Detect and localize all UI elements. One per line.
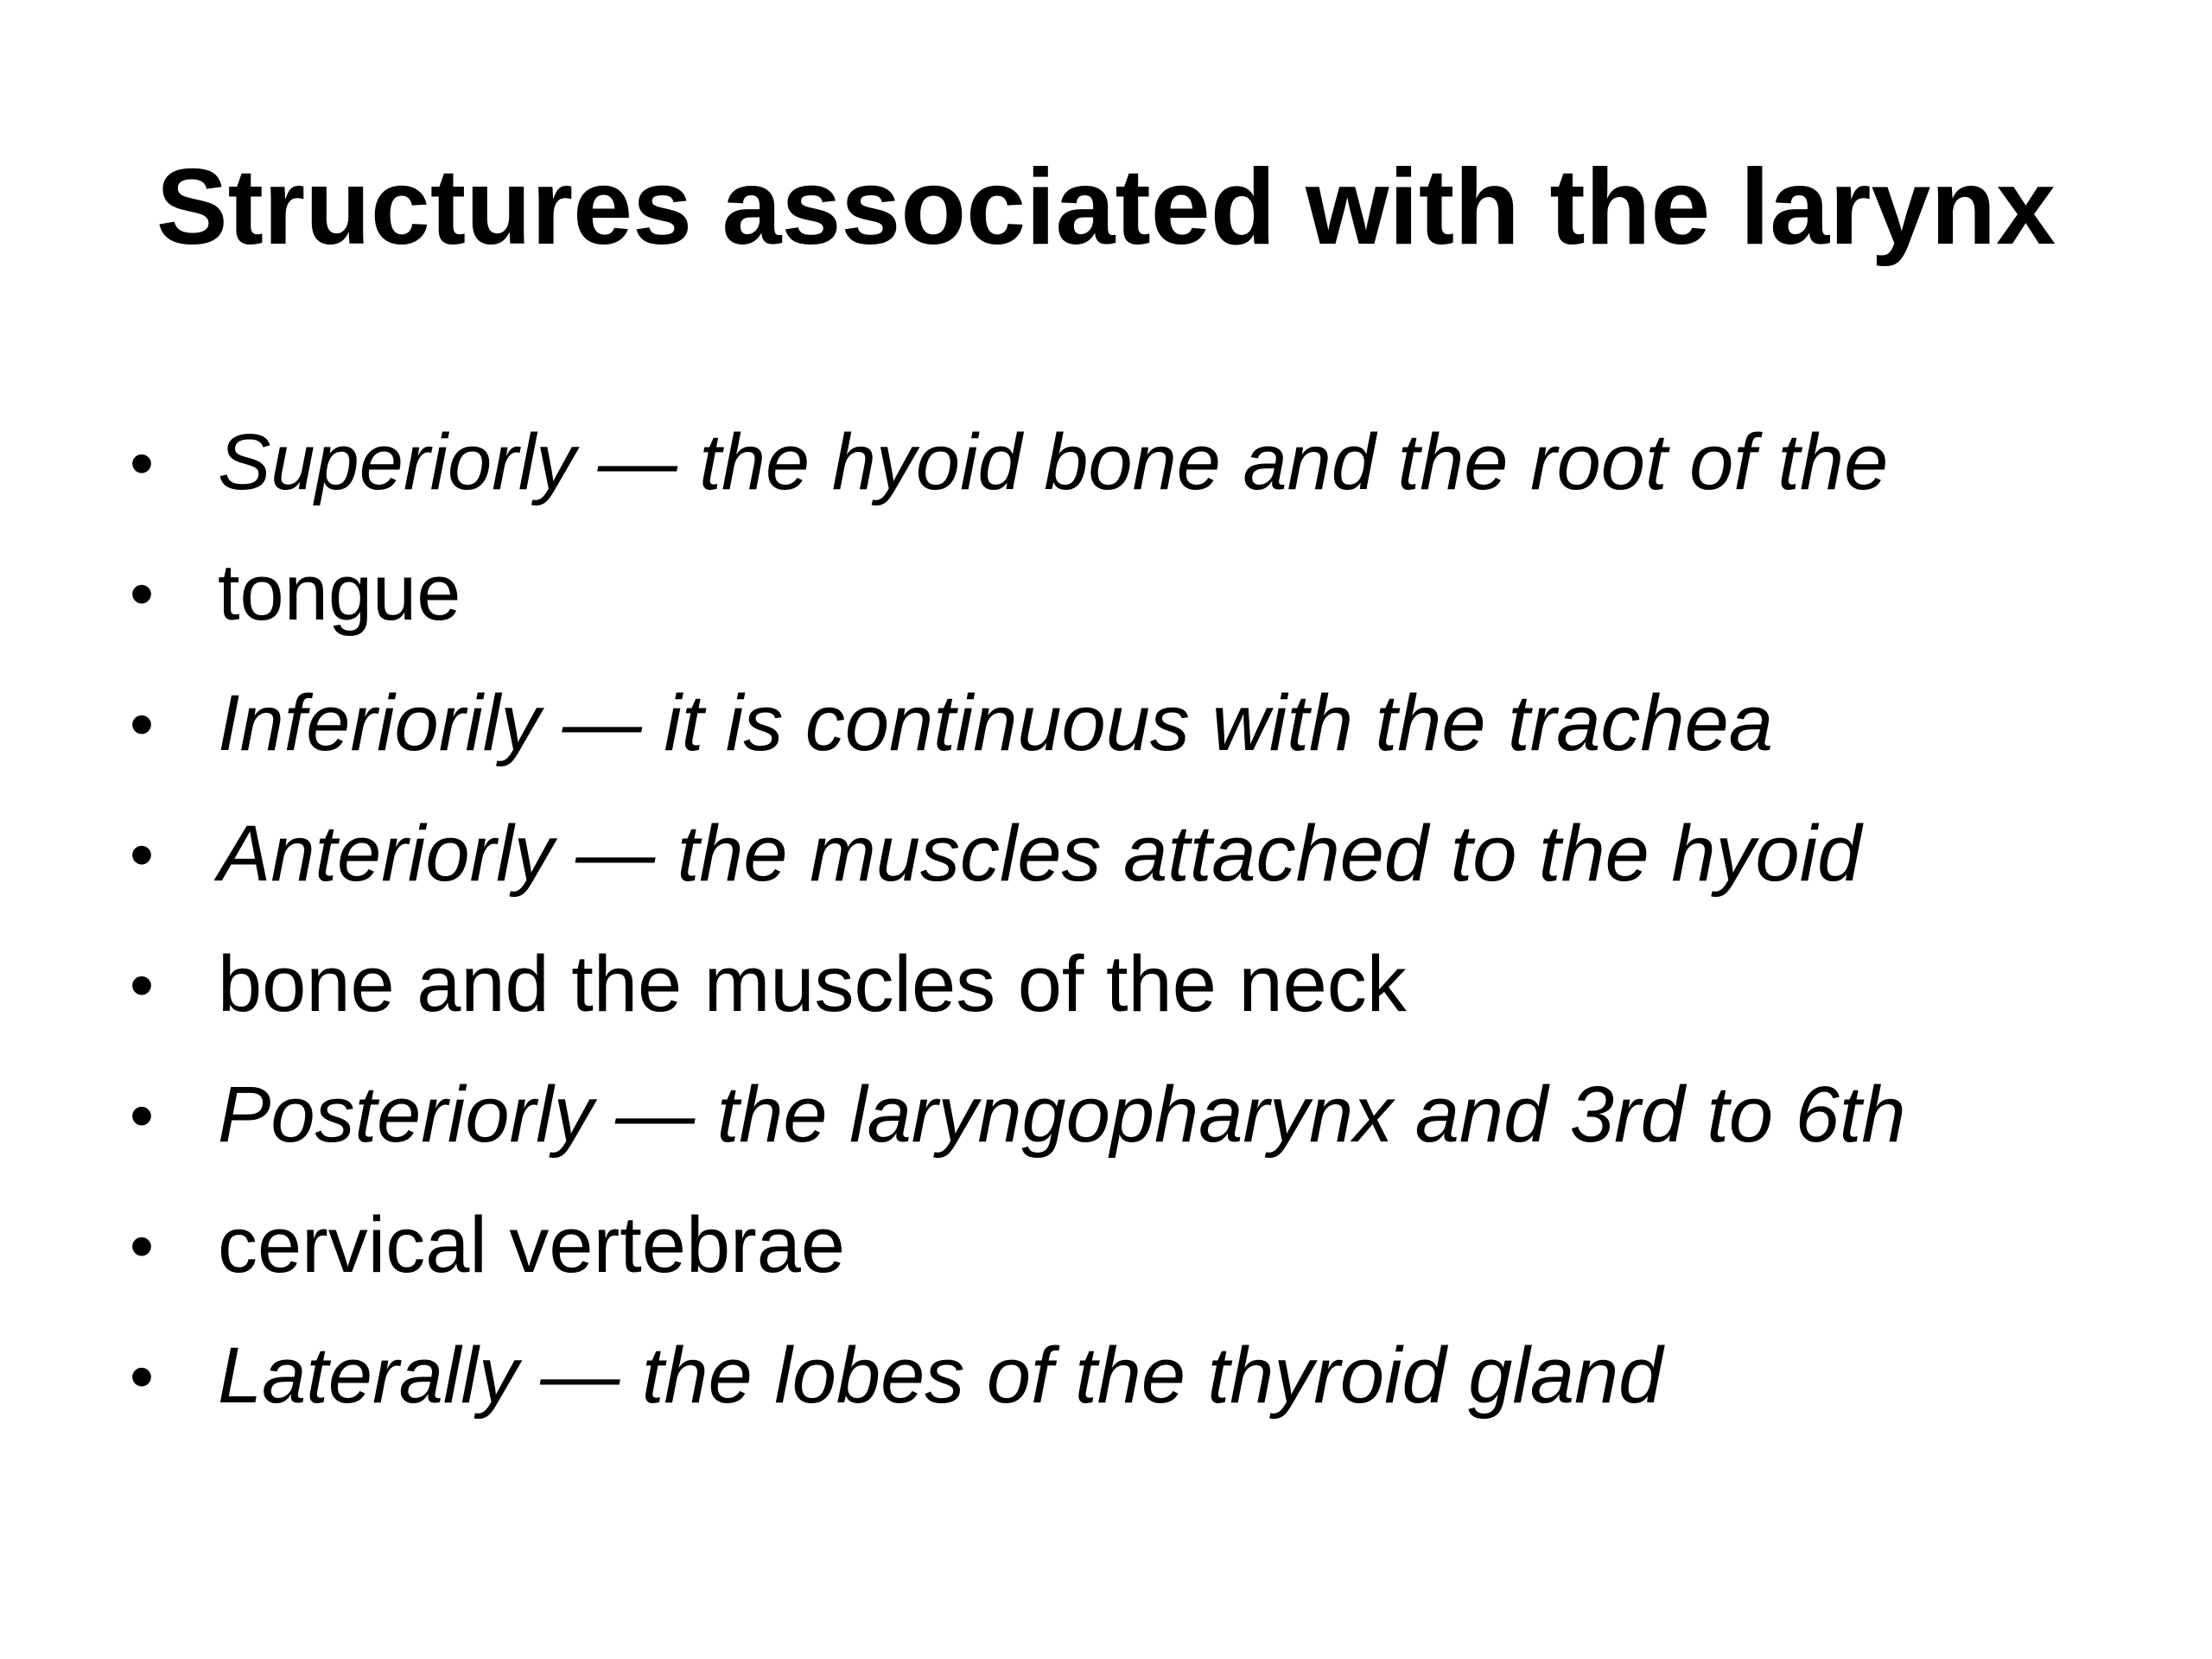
bullet-item	[130, 1311, 2117, 1441]
bullet-text: Posteriorly — the laryngopharynx and 3rd to 6th	[218, 1071, 1906, 1159]
bullet-marker: •	[130, 1338, 155, 1414]
bullet-item	[130, 397, 2117, 528]
bullet-text: Inferiorily — it is continuous with the trachea	[218, 679, 1773, 767]
bullet-item	[130, 528, 2117, 658]
bullet-text: cervical vertebrae	[218, 1201, 846, 1289]
bullet-item	[130, 658, 2117, 789]
bullet-item	[130, 1180, 2117, 1311]
bullet-text: Laterally — the lobes of the thyroid gland	[218, 1332, 1663, 1420]
bullet-item	[130, 789, 2117, 919]
bullet-marker: •	[130, 555, 155, 632]
bullet-marker: •	[130, 424, 155, 501]
bullet-marker: •	[130, 946, 155, 1023]
bullet-marker: •	[130, 1207, 155, 1284]
bullet-marker: •	[130, 685, 155, 762]
bullet-text: tongue	[218, 549, 461, 637]
bullet-text: Superiorly — the hyoid bone and the root of the	[218, 418, 1889, 506]
bullet-marker: •	[130, 1077, 155, 1154]
slide-title: Structures associated with the larynx	[156, 148, 2056, 267]
bullet-text: bone and the muscles of the neck	[218, 940, 1407, 1028]
bullet-text: Anteriorly — the muscles attached to the hyoid	[218, 810, 1862, 898]
bullet-item	[130, 1050, 2117, 1180]
bullet-marker: •	[130, 816, 155, 893]
bullet-item	[130, 919, 2117, 1050]
bullet-list	[130, 397, 2117, 1441]
